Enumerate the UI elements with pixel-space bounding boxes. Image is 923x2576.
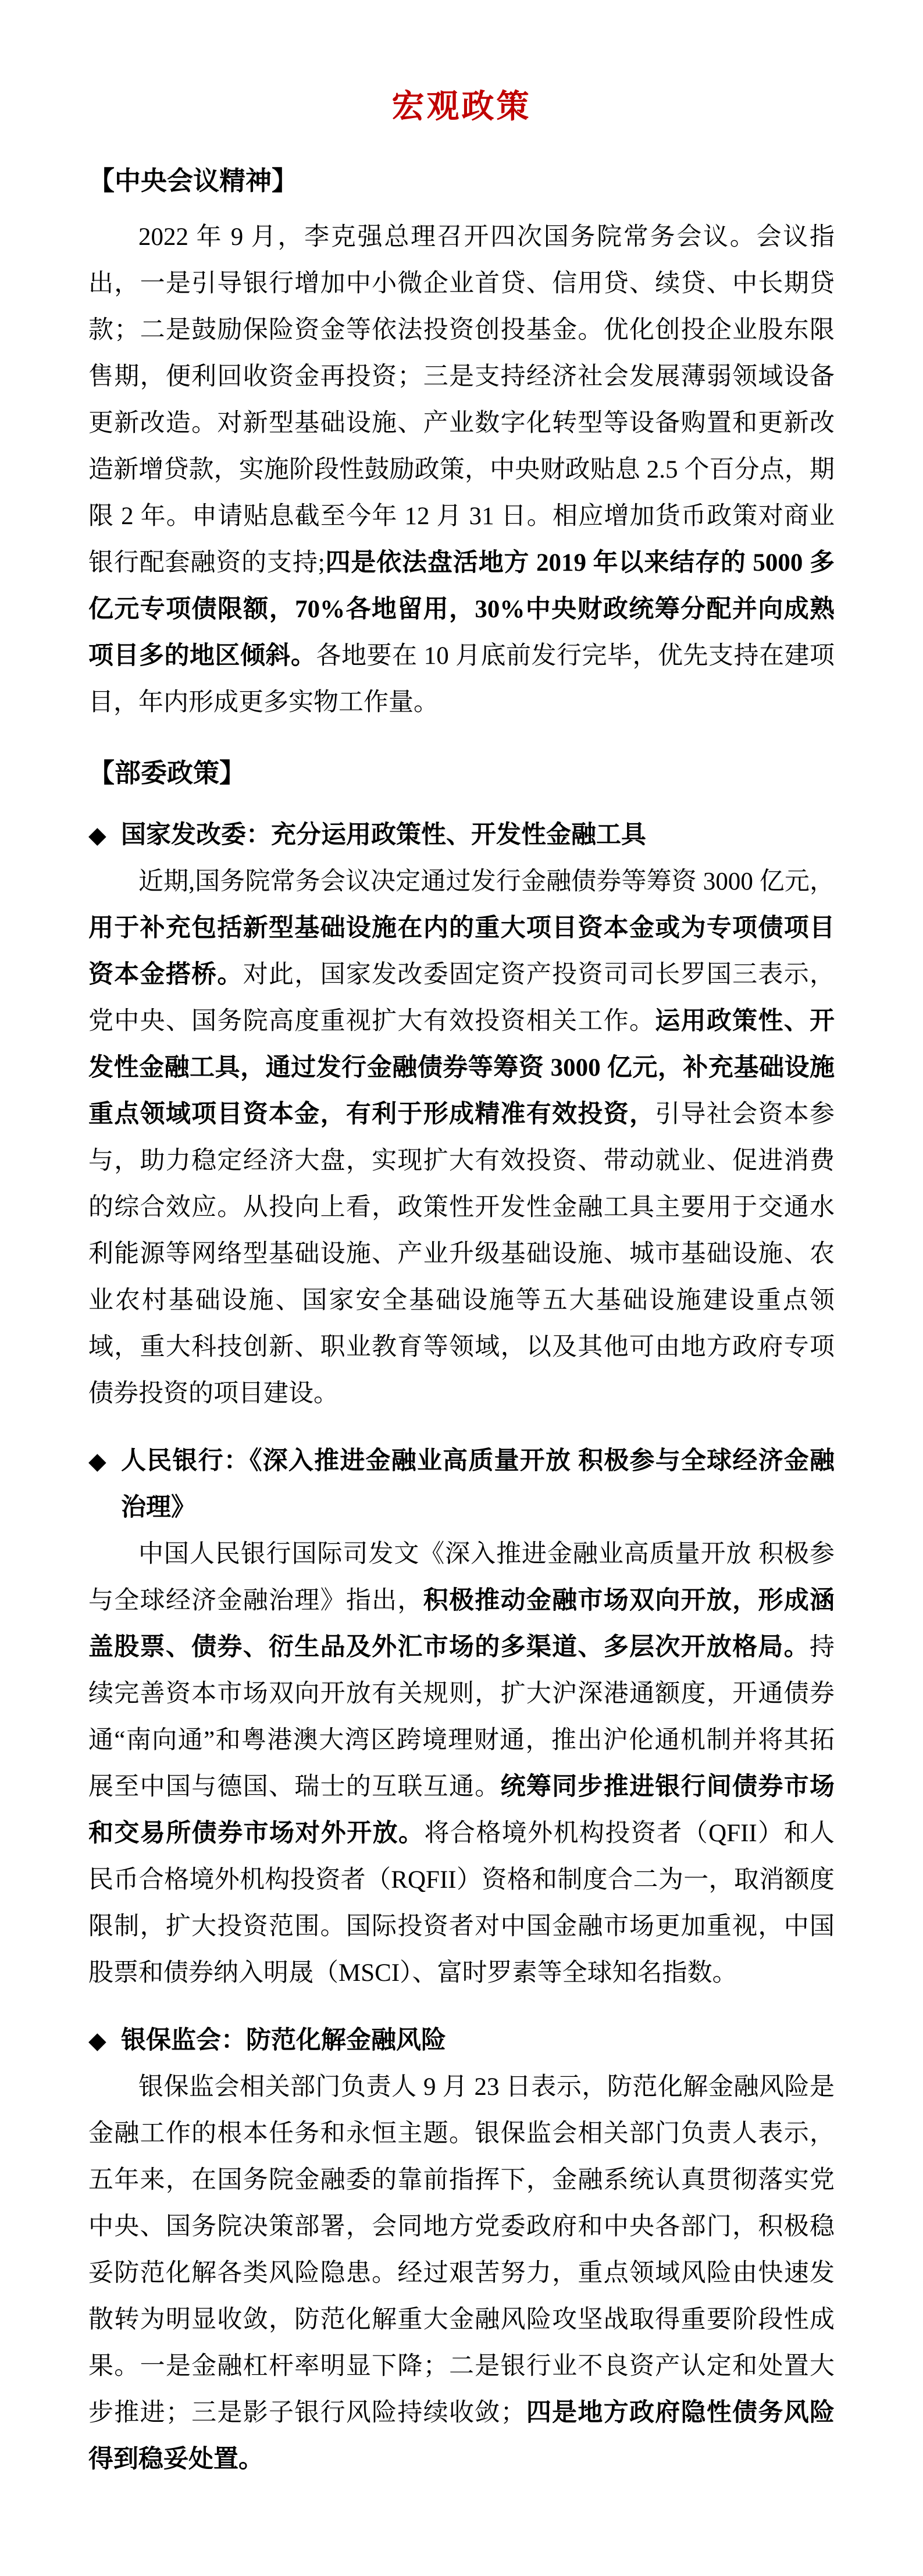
text-run: 持续完善资本市场双向开放有关规则，扩大沪深港通额度，开通债券通“南向通”和粤港澳大湾区跨境理财通，推出沪伦通机制并将其拓展至中国与德国、瑞士的互联互通。 — [88, 1634, 835, 1801]
text-run: 近期,国务院常务会议决定通过发行金融债券等筹资 3000 亿元， — [138, 868, 835, 895]
bullet-heading-text: 国家发改委：充分运用政策性、开发性金融工具 — [121, 821, 646, 849]
paragraph-ndrc — [88, 859, 835, 1417]
text-run: 2022 年 9 月，李克强总理召开四次国务院常务会议。会议指出，一是引导银行增加中小微企业首贷、信用贷、续贷、中长期贷款；二是鼓励保险资金等依法投资创投基金。优化创投企业股东限售期，便利回收资金再投资；三是支持经济社会发展薄弱领域设备更新改造。对新型基础设施、产业数字化转型等设备购置和更新改造新增贷款，实施阶段性鼓励政策，中央财政贴息 2.5 个百分点，期限 2 年。申请贴息截至今年 12 月 31 日。相应增加货币政策对商业银行配套融资的支持; — [88, 223, 835, 577]
text-run-bold: 四是依法盘活地方 2019 年以来结存的 5000 多亿元专项债限额，70%各地留用，30%中央财政统筹分配并向成熟项目多的地区倾斜。 — [88, 549, 835, 670]
diamond-bullet-icon: ◆ — [88, 1448, 106, 1474]
text-run-bold: 用于补充包括新型基础设施在内的重大项目资本金或为专项债项目资本金搭桥。 — [88, 915, 835, 988]
text-run-bold: 运用政策性、开发性金融工具，通过发行金融债券等筹资 3000 亿元，补充基础设施重点领域项目资本金，有利于形成精准有效投资， — [88, 1008, 835, 1128]
text-run-bold: 积极推动金融市场双向开放，形成涵盖股票、债券、衍生品及外汇市场的多渠道、多层次开放格局。 — [88, 1587, 835, 1661]
diamond-bullet-icon: ◆ — [88, 822, 106, 848]
bullet-heading-pboc — [88, 1438, 835, 1531]
bullet-heading-text: 银保监会：防范化解金融风险 — [121, 2027, 446, 2054]
paragraph-cbirc — [88, 2064, 835, 2483]
paragraph-pboc — [88, 1531, 835, 1997]
paragraph-central-meeting — [88, 214, 835, 726]
text-run: 将合格境外机构投资者（QFII）和人民币合格境外机构投资者（RQFII）资格和制度合二为一，取消额度限制，扩大投资范围。国际投资者对中国金融市场更加重视，中国股票和债券纳入明晟（MSCI）、富时罗素等全球知名指数。 — [88, 1820, 835, 1987]
diamond-bullet-icon: ◆ — [88, 2027, 106, 2054]
page-title: 宏观政策 — [391, 89, 532, 125]
text-run: 对此，国家发改委固定资产投资司司长罗国三表示，党中央、国务院高度重视扩大有效投资相关工作。 — [88, 961, 835, 1035]
text-run: 引导社会资本参与，助力稳定经济大盘，实现扩大有效投资、带动就业、促进消费的综合效应。从投向上看，政策性开发性金融工具主要用于交通水利能源等网络型基础设施、产业升级基础设施、城市基础设施、农业农村基础设施、国家安全基础设施等五大基础设施建设重点领域，重大科技创新、职业教育等领域，以及其他可由地方政府专项债券投资的项目建设。 — [88, 1101, 835, 1407]
bullet-heading-ndrc — [88, 812, 835, 859]
section-heading-central-meeting: 【中央会议精神】 — [88, 166, 298, 195]
bullet-heading-text: 人民银行：《深入推进金融业高质量开放 积极参与全球经济金融治理》 — [121, 1447, 835, 1521]
text-run-bold: 统筹同步推进银行间债券市场和交易所债券市场对外开放。 — [88, 1773, 835, 1847]
text-run: 银保监会相关部门负责人 9 月 23 日表示，防范化解金融风险是金融工作的根本任务和永恒主题。银保监会相关部门负责人表示，五年来，在国务院金融委的靠前指挥下，金融系统认真贯彻落实党中央、国务院决策部署，会同地方党委政府和中央各部门，积极稳妥防范化解各类风险隐患。经过艰苦努力，重点领域风险由快速发散转为明显收敛，防范化解重大金融风险攻坚战取得重要阶段性成果。一是金融杠杆率明显下降；二是银行业不良资产认定和处置大步推进；三是影子银行风险持续收敛； — [88, 2073, 835, 2426]
text-run: 中国人民银行国际司发文《深入推进金融业高质量开放 积极参与全球经济金融治理》指出， — [88, 1540, 835, 1614]
text-run: 各地要在 10 月底前发行完毕，优先支持在建项目，年内形成更多实物工作量。 — [88, 642, 835, 716]
bullet-heading-cbirc — [88, 2018, 835, 2064]
section-heading-ministries: 【部委政策】 — [88, 759, 246, 788]
text-run-bold: 四是地方政府隐性债务风险得到稳妥处置。 — [88, 2399, 835, 2473]
